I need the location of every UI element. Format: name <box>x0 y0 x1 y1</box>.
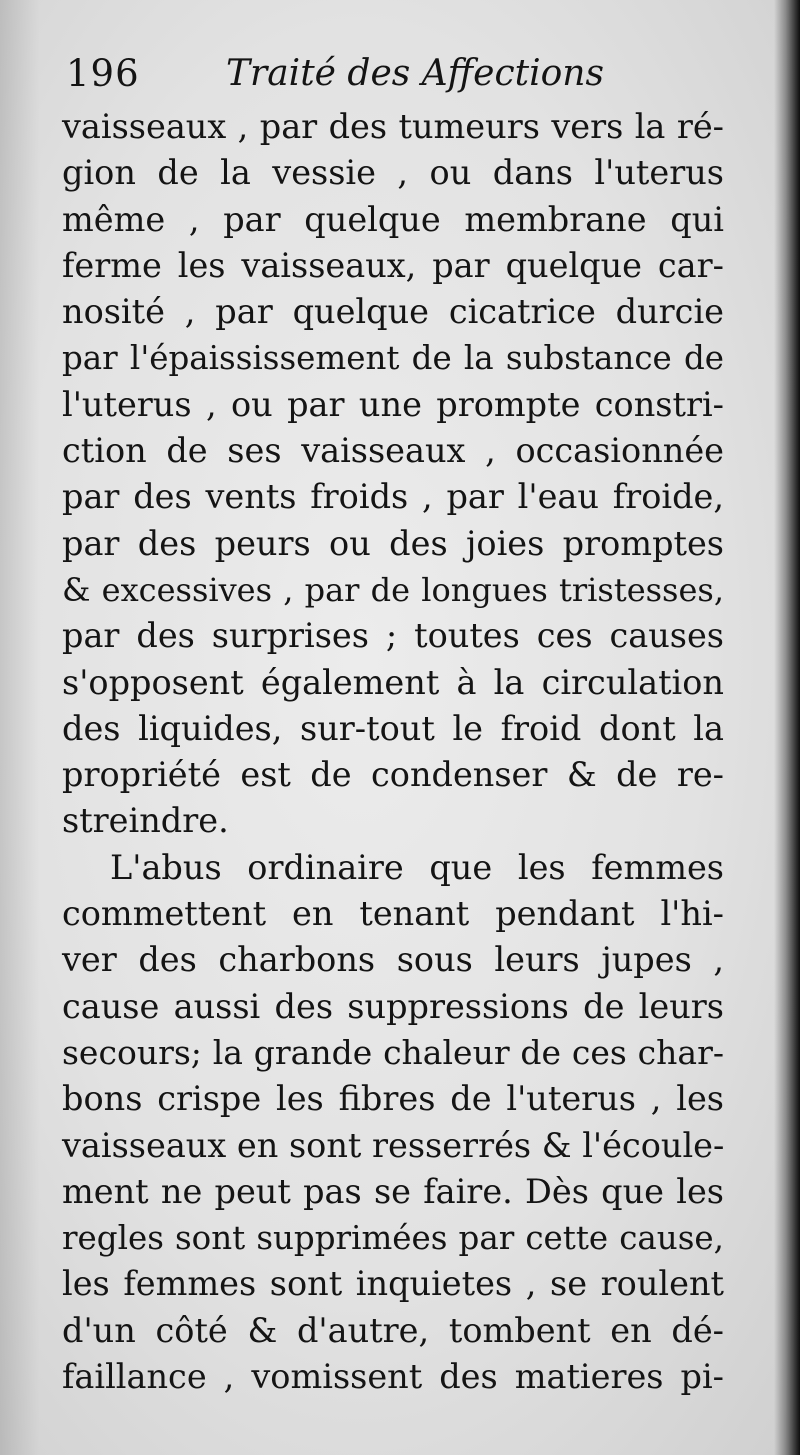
body-text <box>62 104 724 1400</box>
text-line: regles sont supprimées par cette cause, <box>62 1219 724 1258</box>
paragraph-2 <box>62 845 724 1401</box>
text-line: ment ne peut pas se faire. Dès que les <box>62 1171 724 1211</box>
text-line: & excessives , par de longues tristesses, <box>62 570 724 609</box>
text-line: propriété est de condenser & de re- <box>62 755 724 795</box>
text-line: par des surprises ; toutes ces causes <box>62 616 724 656</box>
text-line: ver des charbons sous leurs jupes , <box>62 940 724 980</box>
text-line: vaisseaux en sont resserrés & l'écoule- <box>62 1125 725 1165</box>
text-line: commettent en tenant pendant l'hi- <box>62 894 724 934</box>
text-line: secours; la grande chaleur de ces char- <box>62 1032 724 1072</box>
text-line: les femmes sont inquietes , se roulent <box>62 1264 724 1304</box>
text-line: vaisseaux , par des tumeurs vers la ré- <box>62 107 724 146</box>
text-line: par l'épaississement de la substance de <box>62 339 724 378</box>
text-line: par des vents froids , par l'eau froide, <box>62 477 724 517</box>
text-line: gion de la vessie , ou dans l'uterus <box>62 153 724 193</box>
running-title: Traité des Affections <box>226 53 604 94</box>
text-line: ction de ses vaisseaux , occasionnée <box>62 431 724 471</box>
text-line: par des peurs ou des joies promptes <box>62 523 724 563</box>
text-line: même , par quelque membrane qui <box>62 199 724 239</box>
text-line: s'opposent également à la circulation <box>62 662 724 702</box>
text-line: faillance , vomissent des matieres pi- <box>62 1357 724 1397</box>
text-line: ferme les vaisseaux, par quelque car- <box>62 245 724 285</box>
page-number: 196 <box>66 52 140 95</box>
text-line: l'uterus , ou par une prompte constri- <box>62 384 724 424</box>
page-edge-shadow <box>774 0 800 1455</box>
running-head <box>66 52 746 96</box>
text-line: streindre. <box>62 801 229 841</box>
paragraph-1 <box>62 104 724 845</box>
text-line: L'abus ordinaire que les femmes <box>110 847 724 887</box>
text-line: nosité , par quelque cicatrice durcie <box>62 292 724 332</box>
text-line: des liquides, sur-tout le froid dont la <box>62 708 724 748</box>
page-gutter-shade <box>0 0 40 1455</box>
text-line: d'un côté & d'autre, tombent en dé- <box>62 1310 724 1350</box>
text-line: bons crispe les fibres de l'uterus , les <box>62 1079 724 1119</box>
text-line: cause aussi des suppressions de leurs <box>62 986 724 1026</box>
